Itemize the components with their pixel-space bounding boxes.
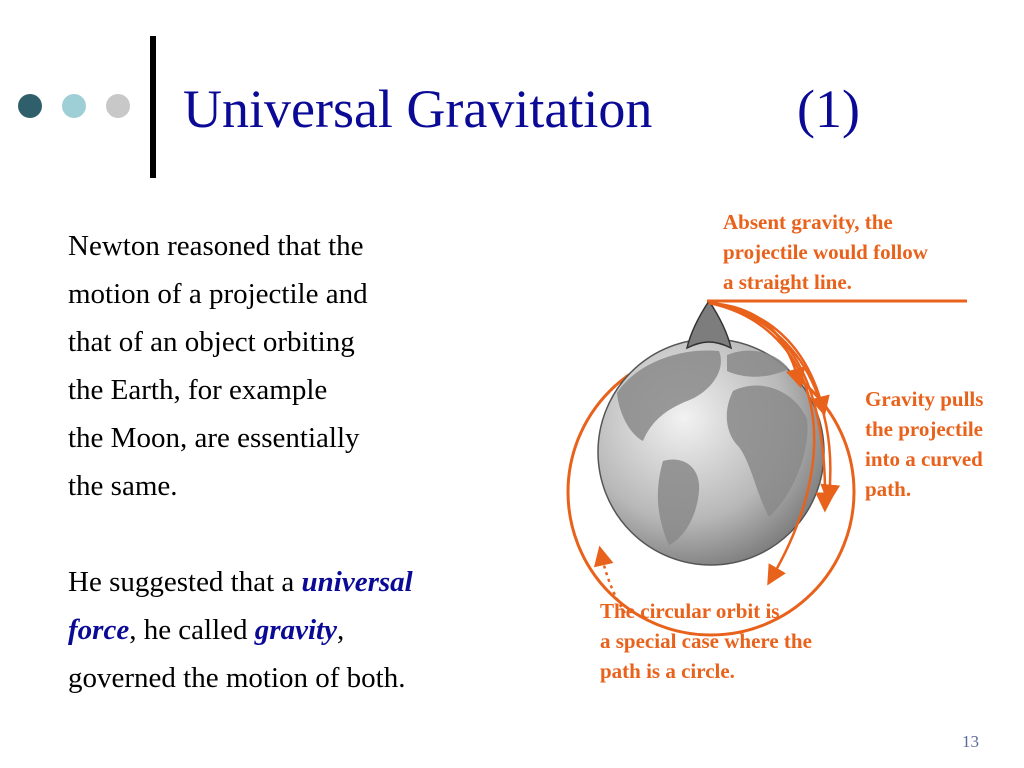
slide-title	[183, 76, 860, 142]
decorative-dots	[18, 94, 133, 122]
dot-gray	[106, 94, 130, 118]
dot-dark	[18, 94, 42, 118]
label-line: into a curved	[865, 447, 983, 471]
label-line: The circular orbit is	[600, 599, 780, 623]
text-line: Newton reasoned that the	[68, 230, 364, 262]
orbit-figure	[555, 205, 1024, 695]
text-segment: He suggested that a	[68, 566, 302, 598]
label-line: Absent gravity, the	[723, 210, 893, 234]
title-divider	[150, 36, 156, 178]
text-line: the Moon, are essentially	[68, 422, 360, 454]
title-number: (1)	[797, 79, 860, 139]
label-line: projectile would follow	[723, 240, 928, 264]
earth-globe	[598, 339, 824, 565]
keyword-force: force	[68, 614, 130, 646]
paragraph-gravity	[68, 558, 558, 702]
dot-light	[62, 94, 86, 118]
text-segment: ,	[336, 614, 345, 646]
label-line: Gravity pulls	[865, 387, 984, 411]
text-segment: governed the motion of both.	[68, 662, 406, 694]
label-line: the projectile	[865, 417, 983, 441]
text-line: motion of a projectile and	[68, 278, 368, 310]
label-curved-path	[865, 384, 983, 504]
label-circular-orbit	[600, 596, 812, 686]
label-line: path.	[865, 477, 912, 501]
keyword-gravity: gravity	[254, 614, 337, 646]
title-text: Universal Gravitation	[183, 79, 653, 139]
page-number: 13	[962, 732, 979, 751]
text-segment: , he called	[129, 614, 255, 646]
label-line: a special case where the	[600, 629, 812, 653]
text-line: the same.	[68, 470, 178, 502]
keyword-universal: universal	[301, 566, 413, 598]
slide-body	[68, 222, 558, 702]
label-straight-line	[723, 207, 928, 297]
label-line: path is a circle.	[600, 659, 735, 683]
paragraph-newton	[68, 222, 558, 510]
label-line: a straight line.	[723, 270, 852, 294]
text-line: that of an object orbiting	[68, 326, 355, 358]
text-line: the Earth, for example	[68, 374, 328, 406]
